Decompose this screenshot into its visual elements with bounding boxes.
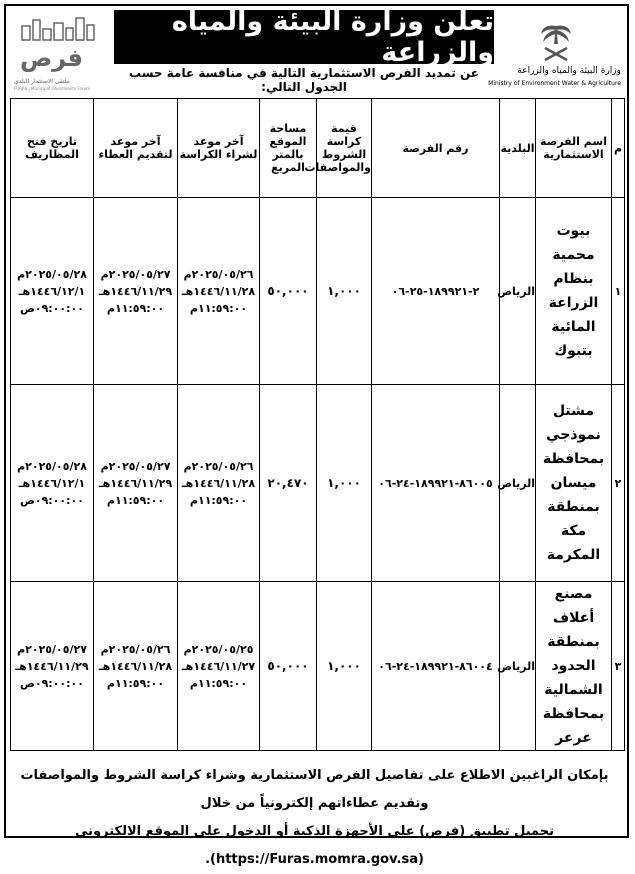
row-index: ٢ (612, 385, 625, 582)
date-hijri: ١٤٤٦/١١/٢٩هـ (15, 659, 89, 673)
municipality: الرياض (500, 582, 536, 751)
time: ١١:٥٩:٠٠م (106, 493, 165, 507)
col-bid-deadline: آخر موعد لتقديم العطاء (94, 99, 178, 198)
table-header-row (11, 99, 625, 198)
bid-deadline (94, 198, 178, 385)
bid-deadline (94, 582, 178, 751)
date-hijri: ١٤٤٦/١٢/١هـ (18, 284, 86, 298)
time: ٠٩:٠٠:٠٠ص (20, 301, 84, 315)
col-name: اسم الفرصة الاستثمارية (536, 99, 612, 198)
furas-word: فرص (20, 44, 83, 72)
purchase-deadline (178, 198, 260, 385)
table-row (11, 582, 625, 751)
date-gregorian: ٢٠٢٥/٠٥/٢٨م (17, 459, 87, 473)
col-purchase-deadline: آخر موعد لشراء الكراسة (178, 99, 260, 198)
date-hijri: ١٤٤٦/١١/٢٨هـ (98, 659, 173, 673)
table-row (11, 385, 625, 582)
skyline-icon (18, 16, 98, 42)
opportunity-number: ٢-١٨٩٩٢١-٢٥-٠٦ (372, 198, 500, 385)
announcement-title: تعلن وزارة البيئة والمياه والزراعة (114, 10, 494, 64)
site-area: ٢٠,٤٧٠ (260, 385, 317, 582)
opportunities-table (10, 98, 625, 751)
footer-line-2: تحميل تطبيق (فرص) على الأجهزة الذكية أو الدخول على الموقع الالكتروني (https://Furas.momra.gov.sa). (75, 824, 554, 867)
time: ١١:٥٩:٠٠م (189, 301, 248, 315)
opportunity-number: ٨٦٠٠٤-١٨٩٩٢١-٢٤-٠٦ (372, 582, 500, 751)
time: ١١:٥٩:٠٠م (189, 493, 248, 507)
table-row (11, 198, 625, 385)
date-hijri: ١٤٤٦/١١/٢٨هـ (181, 476, 256, 490)
date-gregorian: ٢٠٢٥/٠٥/٢٦م (183, 267, 254, 281)
col-opportunity-no: رقم الفرصة (372, 99, 500, 198)
time: ٠٩:٠٠:٠٠ص (20, 676, 84, 690)
opportunity-name: مشتل نموذجي بمحافظة ميسان بمنطقة مكة المكرمة (536, 385, 612, 582)
date-gregorian: ٢٠٢٥/٠٥/٢٧م (100, 459, 171, 473)
ministry-name-ar: وزارة البيئة والمياه والزراعة (517, 66, 621, 76)
purchase-deadline (178, 582, 260, 751)
row-index: ٣ (612, 582, 625, 751)
opportunity-name: مصنع أعلاف بمنطقة الحدود الشمالية بمحافظة عرعر (536, 582, 612, 751)
time: ٠٩:٠٠:٠٠ص (20, 493, 84, 507)
time: ١١:٥٩:٠٠م (106, 301, 165, 315)
time: ١١:٥٩:٠٠م (189, 676, 248, 690)
col-opening-date: تاريخ فتح المظاريف (11, 99, 94, 198)
header (6, 6, 627, 102)
site-area: ٥٠,٠٠٠ (260, 198, 317, 385)
row-index: ١ (612, 198, 625, 385)
opportunity-number: ٨٦٠٠٥-١٨٩٩٢١-٢٤-٠٦ (372, 385, 500, 582)
col-index: م (612, 99, 625, 198)
date-hijri: ١٤٤٦/١١/٢٧هـ (181, 659, 256, 673)
opening-date (11, 385, 94, 582)
col-area: مساحة الموقع بالمتر المربع (260, 99, 317, 198)
opening-date (11, 582, 94, 751)
footer-line-1: بإمكان الراغبين الاطلاع على تفاصيل الفرص الاستثمارية وشراء كراسة الشروط والمواصفات وتقديم عطاءاتهم إلكترونياً من خلال (20, 768, 609, 811)
date-gregorian: ٢٠٢٥/٠٥/٢٧م (100, 267, 171, 281)
date-gregorian: ٢٠٢٥/٠٥/٢٥م (183, 642, 254, 656)
date-gregorian: ٢٠٢٥/٠٥/٢٧م (17, 642, 87, 656)
palm-emblem-icon (537, 20, 575, 64)
announcement-subtitle: عن تمديد الفرص الاستثمارية التالية في منافسة عامة حسب الجدول التالي: (129, 66, 479, 94)
date-hijri: ١٤٤٦/١١/٢٩هـ (98, 476, 173, 490)
date-hijri: ١٤٤٦/١٢/١هـ (18, 476, 86, 490)
municipality: الرياض (500, 385, 536, 582)
booklet-price: ١,٠٠٠ (317, 582, 372, 751)
municipality: الرياض (500, 198, 536, 385)
bid-deadline (94, 385, 178, 582)
col-booklet-price: قيمة كراسة الشروط والمواصفات (317, 99, 372, 198)
ministry-logo (488, 14, 623, 94)
booklet-price: ١,٠٠٠ (317, 385, 372, 582)
furas-logo (14, 14, 102, 94)
furas-tagline-en: FURAS | Municipal Investments Forum (14, 86, 91, 91)
time: ١١:٥٩:٠٠م (106, 676, 165, 690)
site-area: ٥٠,٠٠٠ (260, 582, 317, 751)
opening-date (11, 198, 94, 385)
purchase-deadline (178, 385, 260, 582)
furas-tagline: ملتقى الاستثمار البلدي (14, 78, 70, 85)
footer-note (6, 762, 623, 874)
date-gregorian: ٢٠٢٥/٠٥/٢٦م (183, 459, 254, 473)
date-hijri: ١٤٤٦/١١/٢٩هـ (98, 284, 173, 298)
date-gregorian: ٢٠٢٥/٠٥/٢٦م (100, 642, 171, 656)
col-municipality: البلدية (500, 99, 536, 198)
ministry-name-en: Ministry of Environment Water & Agriculture (488, 80, 621, 87)
booklet-price: ١,٠٠٠ (317, 198, 372, 385)
date-gregorian: ٢٠٢٥/٠٥/٢٨م (17, 267, 87, 281)
opportunity-name: بيوت محمية بنظام الزراعة المائية بتبوك (536, 198, 612, 385)
date-hijri: ١٤٤٦/١١/٢٨هـ (181, 284, 256, 298)
